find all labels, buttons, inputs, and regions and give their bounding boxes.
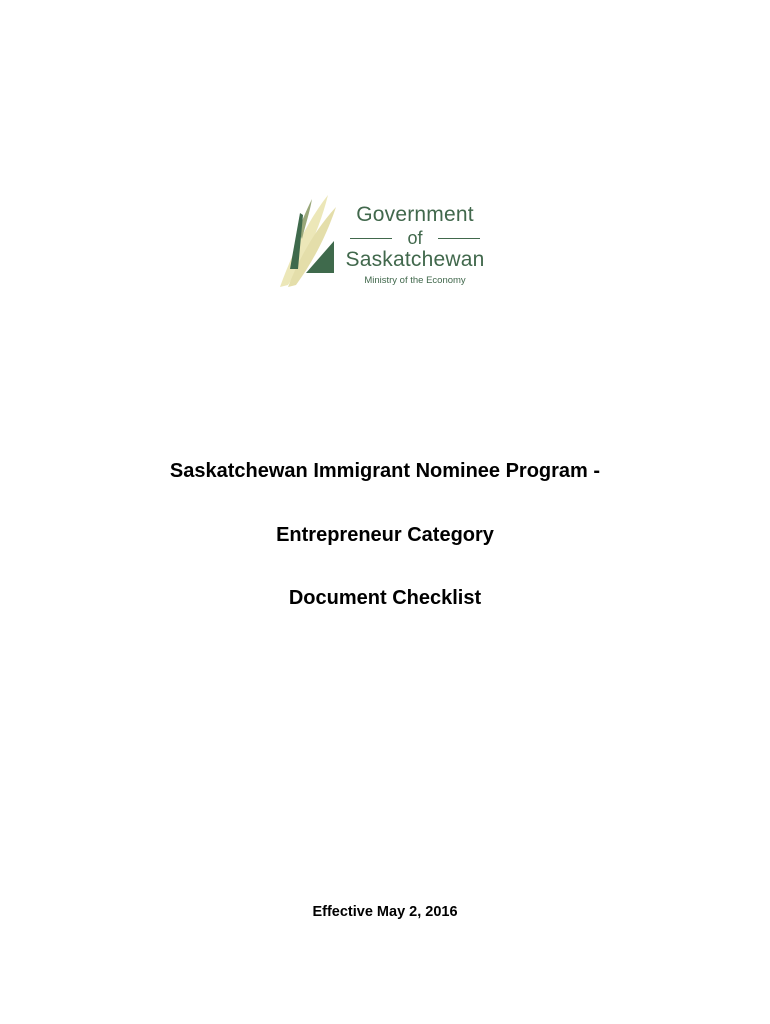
logo-of-text: of xyxy=(407,228,423,248)
wheat-sail-logo-icon xyxy=(276,193,340,291)
document-title-line-3: Document Checklist xyxy=(288,587,482,609)
logo-rule-right xyxy=(438,238,480,239)
logo-rule-left xyxy=(350,238,392,239)
logo-of-line xyxy=(344,228,486,248)
logo-ministry-text: Ministry of the Economy xyxy=(364,275,466,286)
logo-saskatchewan-text: Saskatchewan xyxy=(345,248,485,271)
document-title-line-2: Entrepreneur Category xyxy=(276,524,494,546)
document-title-line-1: Saskatchewan Immigrant Nominee Program - xyxy=(169,460,601,482)
logo-wordmark xyxy=(344,203,486,288)
government-logo xyxy=(276,193,486,293)
effective-date: Effective May 2, 2016 xyxy=(312,904,458,920)
logo-government-text: Government xyxy=(356,203,474,226)
